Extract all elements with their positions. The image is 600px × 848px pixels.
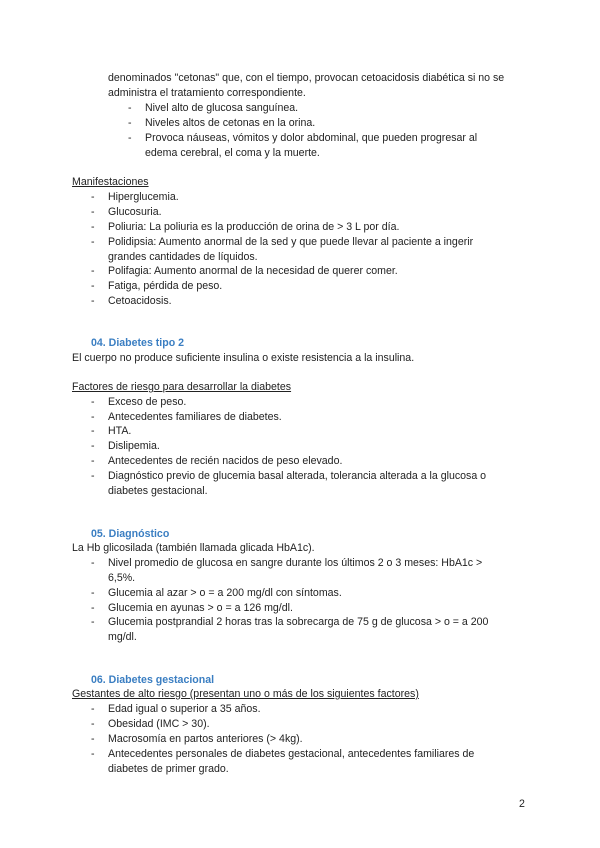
section-04-text: El cuerpo no produce suficiente insulina o existe resistencia a la insulina. (72, 352, 415, 364)
list-item: Antecedentes familiares de diabetes. (108, 411, 282, 423)
list-item: Edad igual o superior a 35 años. (108, 703, 261, 715)
list-item: Niveles altos de cetonas en la orina. (145, 117, 316, 129)
bullet-marker: - (91, 703, 95, 715)
bullet-marker: - (91, 557, 95, 569)
bullet-marker: - (91, 236, 95, 248)
bullet-marker: - (91, 440, 95, 452)
list-item-continued: diabetes de primer grado. (108, 763, 229, 775)
bullet-marker: - (91, 587, 95, 599)
section-06-subtitle: Gestantes de alto riesgo (presentan uno o más de los siguientes factores) (72, 688, 419, 700)
bullet-marker: - (91, 265, 95, 277)
list-item: Hiperglucemia. (108, 191, 179, 203)
list-item: Glucemia al azar > o = a 200 mg/dl con síntomas. (108, 587, 342, 599)
bullet-marker: - (91, 718, 95, 730)
bullet-marker: - (91, 733, 95, 745)
list-item: Fatiga, pérdida de peso. (108, 280, 223, 292)
bullet-marker: - (128, 132, 132, 144)
list-item: Obesidad (IMC > 30). (108, 718, 210, 730)
section-heading-06: 06. Diabetes gestacional (91, 674, 215, 686)
list-item: Provoca náuseas, vómitos y dolor abdominal, que pueden progresar al (145, 132, 478, 144)
bullet-marker: - (91, 748, 95, 760)
list-item: Dislipemia. (108, 440, 160, 452)
list-item: Cetoacidosis. (108, 295, 172, 307)
bullet-marker: - (91, 425, 95, 437)
list-item: Nivel alto de glucosa sanguínea. (145, 102, 299, 114)
bullet-marker: - (128, 102, 132, 114)
bullet-marker: - (91, 206, 95, 218)
bullet-marker: - (91, 602, 95, 614)
bullet-marker: - (91, 191, 95, 203)
list-item: Macrosomía en partos anteriores (> 4kg). (108, 733, 303, 745)
list-item: Poliuria: La poliuria es la producción de orina de > 3 L por día. (108, 221, 400, 233)
bullet-marker: - (128, 117, 132, 129)
intro-line-2: administra el tratamiento correspondiente. (108, 87, 306, 99)
list-item-continued: edema cerebral, el coma y la muerte. (145, 147, 320, 159)
list-item-continued: mg/dl. (108, 631, 137, 643)
list-item: Glucemia en ayunas > o = a 126 mg/dl. (108, 602, 293, 614)
list-item: Antecedentes de recién nacidos de peso elevado. (108, 455, 343, 467)
list-item: Antecedentes personales de diabetes gestacional, antecedentes familiares de (108, 748, 475, 760)
bullet-marker: - (91, 616, 95, 628)
intro-line-1: denominados "cetonas" que, con el tiempo, provocan cetoacidosis diabética si no se (108, 72, 505, 84)
bullet-marker: - (91, 221, 95, 233)
section-04-subtitle: Factores de riesgo para desarrollar la diabetes (72, 381, 292, 393)
section-05-text: La Hb glicosilada (también llamada glicada HbA1c). (72, 542, 315, 554)
page-number: 2 (519, 798, 525, 810)
section-heading-04: 04. Diabetes tipo 2 (91, 337, 185, 349)
list-item: Glucemia postprandial 2 horas tras la sobrecarga de 75 g de glucosa > o = a 200 (108, 616, 489, 628)
list-item: HTA. (108, 425, 132, 437)
bullet-marker: - (91, 396, 95, 408)
list-item: Nivel promedio de glucosa en sangre durante los últimos 2 o 3 meses: HbA1c > (108, 557, 483, 569)
bullet-marker: - (91, 470, 95, 482)
list-item: Diagnóstico previo de glucemia basal alterada, tolerancia alterada a la glucosa o (108, 470, 487, 482)
list-item-continued: 6,5%. (108, 572, 136, 584)
bullet-marker: - (91, 280, 95, 292)
list-item-continued: diabetes gestacional. (108, 485, 208, 497)
bullet-marker: - (91, 411, 95, 423)
manifestaciones-title: Manifestaciones (72, 176, 149, 188)
list-item: Glucosuria. (108, 206, 162, 218)
list-item-continued: grandes cantidades de líquidos. (108, 251, 258, 263)
bullet-marker: - (91, 455, 95, 467)
list-item: Exceso de peso. (108, 396, 187, 408)
list-item: Polidipsia: Aumento anormal de la sed y que puede llevar al paciente a ingerir (108, 236, 474, 248)
section-heading-05: 05. Diagnóstico (91, 528, 170, 540)
bullet-marker: - (91, 295, 95, 307)
list-item: Polifagia: Aumento anormal de la necesidad de querer comer. (108, 265, 398, 277)
